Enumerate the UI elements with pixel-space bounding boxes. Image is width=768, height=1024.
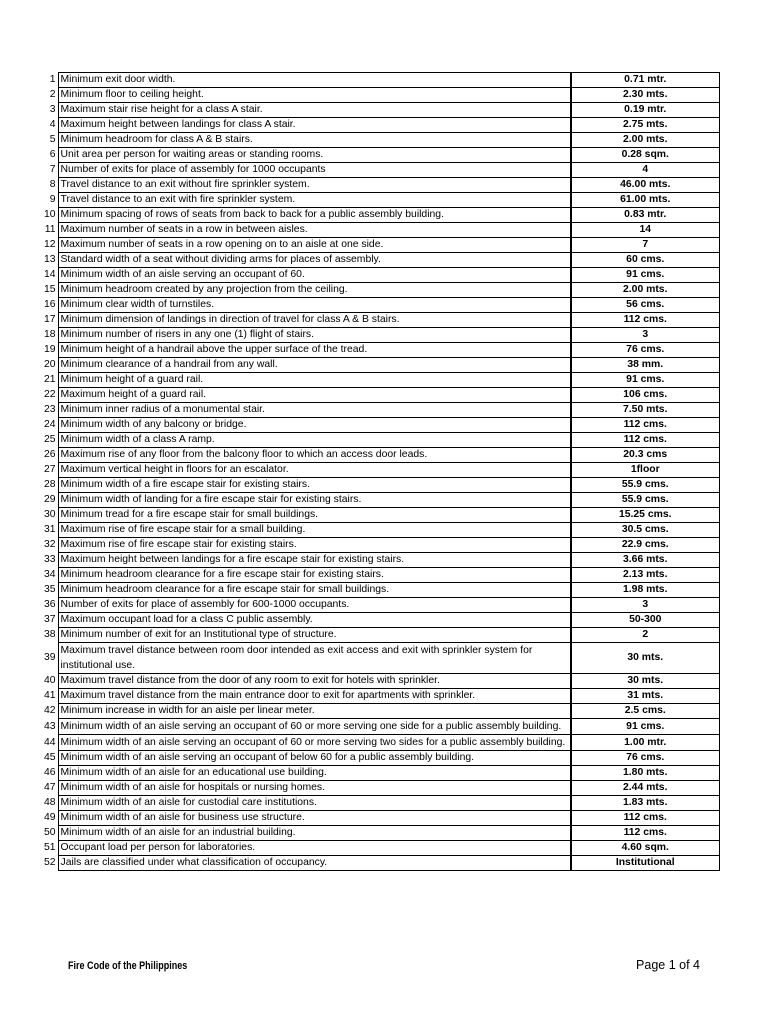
question-cell: Minimum floor to ceiling height. — [58, 88, 571, 103]
row-number: 5 — [49, 134, 56, 145]
answer-cell: 2.00 mts. — [571, 283, 719, 298]
table-row — [32, 841, 719, 856]
question-cell: Travel distance to an exit with fire sprinkler system. — [58, 193, 571, 208]
question-cell: Maximum travel distance from the main entrance door to exit for apartments with sprinkler. — [58, 689, 571, 704]
row-number: 20 — [43, 359, 56, 370]
row-number: 41 — [43, 690, 56, 701]
table-row — [32, 493, 719, 508]
question-cell: Occupant load per person for laboratories. — [58, 841, 571, 856]
table-row — [32, 448, 719, 463]
question-cell: Maximum height between landings for class A stair. — [58, 118, 571, 133]
row-number: 40 — [43, 675, 56, 686]
answer-cell: 1.00 mtr. — [571, 735, 719, 751]
table-row — [32, 583, 719, 598]
table-row — [32, 613, 719, 628]
question-cell: Minimum headroom clearance for a fire escape stair for small buildings. — [58, 583, 571, 598]
question-cell: Minimum tread for a fire escape stair for small buildings. — [58, 508, 571, 523]
answer-cell: 112 cms. — [571, 418, 719, 433]
answer-cell: 2.5 cms. — [571, 704, 719, 719]
answer-cell: 50-300 — [571, 613, 719, 628]
question-cell: Minimum increase in width for an aisle per linear meter. — [58, 704, 571, 719]
answer-cell: 1.83 mts. — [571, 796, 719, 811]
question-cell: Maximum vertical height in floors for an escalator. — [58, 463, 571, 478]
answer-cell: 61.00 mts. — [571, 193, 719, 208]
table-row — [32, 223, 719, 238]
row-number: 47 — [43, 782, 56, 793]
table-row — [32, 704, 719, 719]
answer-cell: 4 — [571, 163, 719, 178]
answer-cell: 3.66 mts. — [571, 553, 719, 568]
row-number: 35 — [43, 584, 56, 595]
row-number: 12 — [43, 239, 56, 250]
fire-code-table — [32, 72, 720, 871]
question-cell: Minimum width of an aisle for an educational use building. — [58, 766, 571, 781]
table-row — [32, 781, 719, 796]
row-number: 19 — [43, 344, 56, 355]
answer-cell: 0.83 mtr. — [571, 208, 719, 223]
table-row — [32, 811, 719, 826]
table-row — [32, 133, 719, 148]
table-row — [32, 298, 719, 313]
table-row — [32, 268, 719, 283]
row-number: 6 — [49, 149, 56, 160]
answer-cell: 2.44 mts. — [571, 781, 719, 796]
row-number: 43 — [43, 720, 56, 732]
table-row — [32, 193, 719, 208]
question-cell: Minimum width of any balcony or bridge. — [58, 418, 571, 433]
answer-cell: 3 — [571, 328, 719, 343]
question-cell: Jails are classified under what classification of occupancy. — [58, 856, 571, 871]
question-cell: Maximum height between landings for a fire escape stair for existing stairs. — [58, 553, 571, 568]
row-number: 16 — [43, 299, 56, 310]
row-number: 21 — [43, 374, 56, 385]
table-row — [32, 796, 719, 811]
question-cell: Minimum width of a class A ramp. — [58, 433, 571, 448]
question-cell: Number of exits for place of assembly for 1000 occupants — [58, 163, 571, 178]
answer-cell: 14 — [571, 223, 719, 238]
answer-cell: 46.00 mts. — [571, 178, 719, 193]
answer-cell: 2.30 mts. — [571, 88, 719, 103]
table-row — [32, 463, 719, 478]
row-number: 4 — [49, 119, 56, 130]
answer-cell: 55.9 cms. — [571, 493, 719, 508]
table-row — [32, 403, 719, 418]
row-number: 22 — [43, 389, 56, 400]
question-cell: Minimum headroom clearance for a fire escape stair for existing stairs. — [58, 568, 571, 583]
row-number: 51 — [43, 842, 56, 853]
question-cell: Minimum exit door width. — [58, 73, 571, 88]
question-cell: Minimum width of a fire escape stair for existing stairs. — [58, 478, 571, 493]
answer-cell: 106 cms. — [571, 388, 719, 403]
table-body — [32, 73, 719, 871]
row-number: 10 — [43, 209, 56, 220]
answer-cell: 55.9 cms. — [571, 478, 719, 493]
answer-cell: 30.5 cms. — [571, 523, 719, 538]
question-cell: Minimum inner radius of a monumental stair. — [58, 403, 571, 418]
row-number: 24 — [43, 419, 56, 430]
table-row — [32, 478, 719, 493]
answer-cell: 38 mm. — [571, 358, 719, 373]
question-cell: Minimum height of a guard rail. — [58, 373, 571, 388]
row-number: 25 — [43, 434, 56, 445]
question-cell: Maximum rise of fire escape stair for a small building. — [58, 523, 571, 538]
answer-cell: 3 — [571, 598, 719, 613]
question-cell: Minimum width of an aisle for an industrial building. — [58, 826, 571, 841]
question-cell: Maximum occupant load for a class C public assembly. — [58, 613, 571, 628]
table-row — [32, 208, 719, 223]
answer-cell: 2.00 mts. — [571, 133, 719, 148]
table-row — [32, 523, 719, 538]
row-number: 23 — [43, 404, 56, 415]
table-row — [32, 689, 719, 704]
answer-cell: 91 cms. — [571, 719, 719, 735]
table-row — [32, 388, 719, 403]
row-number: 17 — [43, 314, 56, 325]
answer-cell: 91 cms. — [571, 373, 719, 388]
answer-cell: 76 cms. — [571, 343, 719, 358]
answer-cell: 4.60 sqm. — [571, 841, 719, 856]
row-number: 42 — [43, 705, 56, 716]
row-number: 14 — [43, 269, 56, 280]
row-number: 27 — [43, 464, 56, 475]
question-cell: Minimum width of an aisle for business use structure. — [58, 811, 571, 826]
answer-cell: 15.25 cms. — [571, 508, 719, 523]
page-number: Page 1 of 4 — [636, 958, 700, 972]
table-row — [32, 118, 719, 133]
row-number: 29 — [43, 494, 56, 505]
table-row — [32, 508, 719, 523]
answer-cell: 1.98 mts. — [571, 583, 719, 598]
table-row — [32, 328, 719, 343]
row-number: 33 — [43, 554, 56, 565]
table-row — [32, 373, 719, 388]
question-cell: Minimum headroom created by any projection from the ceiling. — [58, 283, 571, 298]
question-cell: Minimum spacing of rows of seats from back to back for a public assembly building. — [58, 208, 571, 223]
question-cell: Minimum height of a handrail above the upper surface of the tread. — [58, 343, 571, 358]
table-row — [32, 253, 719, 268]
answer-cell: Institutional — [571, 856, 719, 871]
answer-cell: 7 — [571, 238, 719, 253]
question-cell: Minimum clear width of turnstiles. — [58, 298, 571, 313]
answer-cell: 112 cms. — [571, 811, 719, 826]
table-row — [32, 538, 719, 553]
answer-cell: 91 cms. — [571, 268, 719, 283]
row-number: 34 — [43, 569, 56, 580]
table-row — [32, 238, 719, 253]
row-number: 9 — [49, 194, 56, 205]
row-number: 7 — [49, 164, 56, 175]
question-cell: Minimum width of an aisle for custodial care institutions. — [58, 796, 571, 811]
table-row — [32, 826, 719, 841]
row-number: 49 — [43, 812, 56, 823]
question-cell: Minimum width of an aisle serving an occupant of 60. — [58, 268, 571, 283]
answer-cell: 112 cms. — [571, 826, 719, 841]
question-cell: Minimum width of an aisle serving an occupant of 60 or more serving two sides for a public assembly building. — [58, 735, 571, 751]
answer-cell: 30 mts. — [571, 643, 719, 674]
answer-cell: 60 cms. — [571, 253, 719, 268]
question-cell: Number of exits for place of assembly for 600-1000 occupants. — [58, 598, 571, 613]
answer-cell: 1.80 mts. — [571, 766, 719, 781]
row-number: 3 — [49, 104, 56, 115]
answer-cell: 56 cms. — [571, 298, 719, 313]
row-number: 38 — [43, 629, 56, 640]
table-row — [32, 418, 719, 433]
row-number: 52 — [43, 857, 56, 868]
question-cell: Maximum travel distance from the door of any room to exit for hotels with sprinkler. — [58, 674, 571, 689]
question-cell: Minimum width of an aisle serving an occupant of 60 or more serving one side for a public assembly building. — [58, 719, 571, 735]
row-number: 13 — [43, 254, 56, 265]
answer-cell: 76 cms. — [571, 751, 719, 766]
answer-cell: 7.50 mts. — [571, 403, 719, 418]
answer-cell: 0.19 mtr. — [571, 103, 719, 118]
question-cell: Minimum dimension of landings in direction of travel for class A & B stairs. — [58, 313, 571, 328]
answer-cell: 0.71 mtr. — [571, 73, 719, 88]
table-row — [32, 719, 719, 735]
question-cell: Minimum width of an aisle for hospitals or nursing homes. — [58, 781, 571, 796]
question-cell: Maximum number of seats in a row opening on to an aisle at one side. — [58, 238, 571, 253]
table-row — [32, 856, 719, 871]
question-cell: Minimum number of exit for an Institutional type of structure. — [58, 628, 571, 643]
question-cell: Minimum number of risers in any one (1) flight of stairs. — [58, 328, 571, 343]
row-number: 26 — [43, 449, 56, 460]
row-number: 37 — [43, 614, 56, 625]
answer-cell: 112 cms. — [571, 433, 719, 448]
question-cell: Standard width of a seat without dividing arms for places of assembly. — [58, 253, 571, 268]
table-row — [32, 343, 719, 358]
table-row — [32, 766, 719, 781]
table-row — [32, 313, 719, 328]
row-number: 39 — [43, 652, 56, 663]
table-row — [32, 358, 719, 373]
question-cell: Maximum rise of fire escape stair for existing stairs. — [58, 538, 571, 553]
table-row — [32, 73, 719, 88]
question-cell: Minimum clearance of a handrail from any wall. — [58, 358, 571, 373]
question-cell: Minimum width of landing for a fire escape stair for existing stairs. — [58, 493, 571, 508]
footer-title: Fire Code of the Philippines — [68, 960, 188, 972]
answer-cell: 31 mts. — [571, 689, 719, 704]
row-number: 45 — [43, 752, 56, 763]
table-row — [32, 643, 719, 674]
question-cell: Maximum rise of any floor from the balcony floor to which an access door leads. — [58, 448, 571, 463]
answer-cell: 20.3 cms — [571, 448, 719, 463]
table-row — [32, 598, 719, 613]
question-cell: Maximum height of a guard rail. — [58, 388, 571, 403]
answer-cell: 22.9 cms. — [571, 538, 719, 553]
table-row — [32, 628, 719, 643]
question-cell: Unit area per person for waiting areas or standing rooms. — [58, 148, 571, 163]
answer-cell: 2 — [571, 628, 719, 643]
row-number: 11 — [44, 224, 56, 235]
row-number: 1 — [49, 74, 56, 85]
row-number: 18 — [43, 329, 56, 340]
question-cell: Travel distance to an exit without fire sprinkler system. — [58, 178, 571, 193]
answer-cell: 30 mts. — [571, 674, 719, 689]
table-row — [32, 674, 719, 689]
answer-cell: 112 cms. — [571, 313, 719, 328]
answer-cell: 1floor — [571, 463, 719, 478]
table-row — [32, 103, 719, 118]
row-number: 15 — [43, 284, 56, 295]
question-cell: Maximum travel distance between room door intended as exit access and exit with sprinkler system for institutional use. — [58, 643, 571, 674]
table-row — [32, 553, 719, 568]
row-number: 31 — [43, 524, 56, 535]
answer-cell: 2.75 mts. — [571, 118, 719, 133]
row-number: 44 — [43, 736, 56, 748]
question-cell: Maximum stair rise height for a class A stair. — [58, 103, 571, 118]
answer-cell: 2.13 mts. — [571, 568, 719, 583]
row-number: 46 — [43, 767, 56, 778]
row-number: 32 — [43, 539, 56, 550]
answer-cell: 0.28 sqm. — [571, 148, 719, 163]
row-number: 36 — [43, 599, 56, 610]
row-number: 48 — [43, 797, 56, 808]
table-row — [32, 735, 719, 751]
table-row — [32, 751, 719, 766]
row-number: 28 — [43, 479, 56, 490]
question-cell: Minimum headroom for class A & B stairs. — [58, 133, 571, 148]
question-cell: Maximum number of seats in a row in between aisles. — [58, 223, 571, 238]
table-row — [32, 163, 719, 178]
row-number: 50 — [43, 827, 56, 838]
table-row — [32, 283, 719, 298]
table-row — [32, 568, 719, 583]
question-cell: Minimum width of an aisle serving an occupant of below 60 for a public assembly building. — [58, 751, 571, 766]
row-number: 2 — [49, 89, 56, 100]
row-number: 30 — [43, 509, 56, 520]
table-row — [32, 88, 719, 103]
table-row — [32, 148, 719, 163]
table-row — [32, 178, 719, 193]
table-row — [32, 433, 719, 448]
row-number: 8 — [49, 179, 56, 190]
